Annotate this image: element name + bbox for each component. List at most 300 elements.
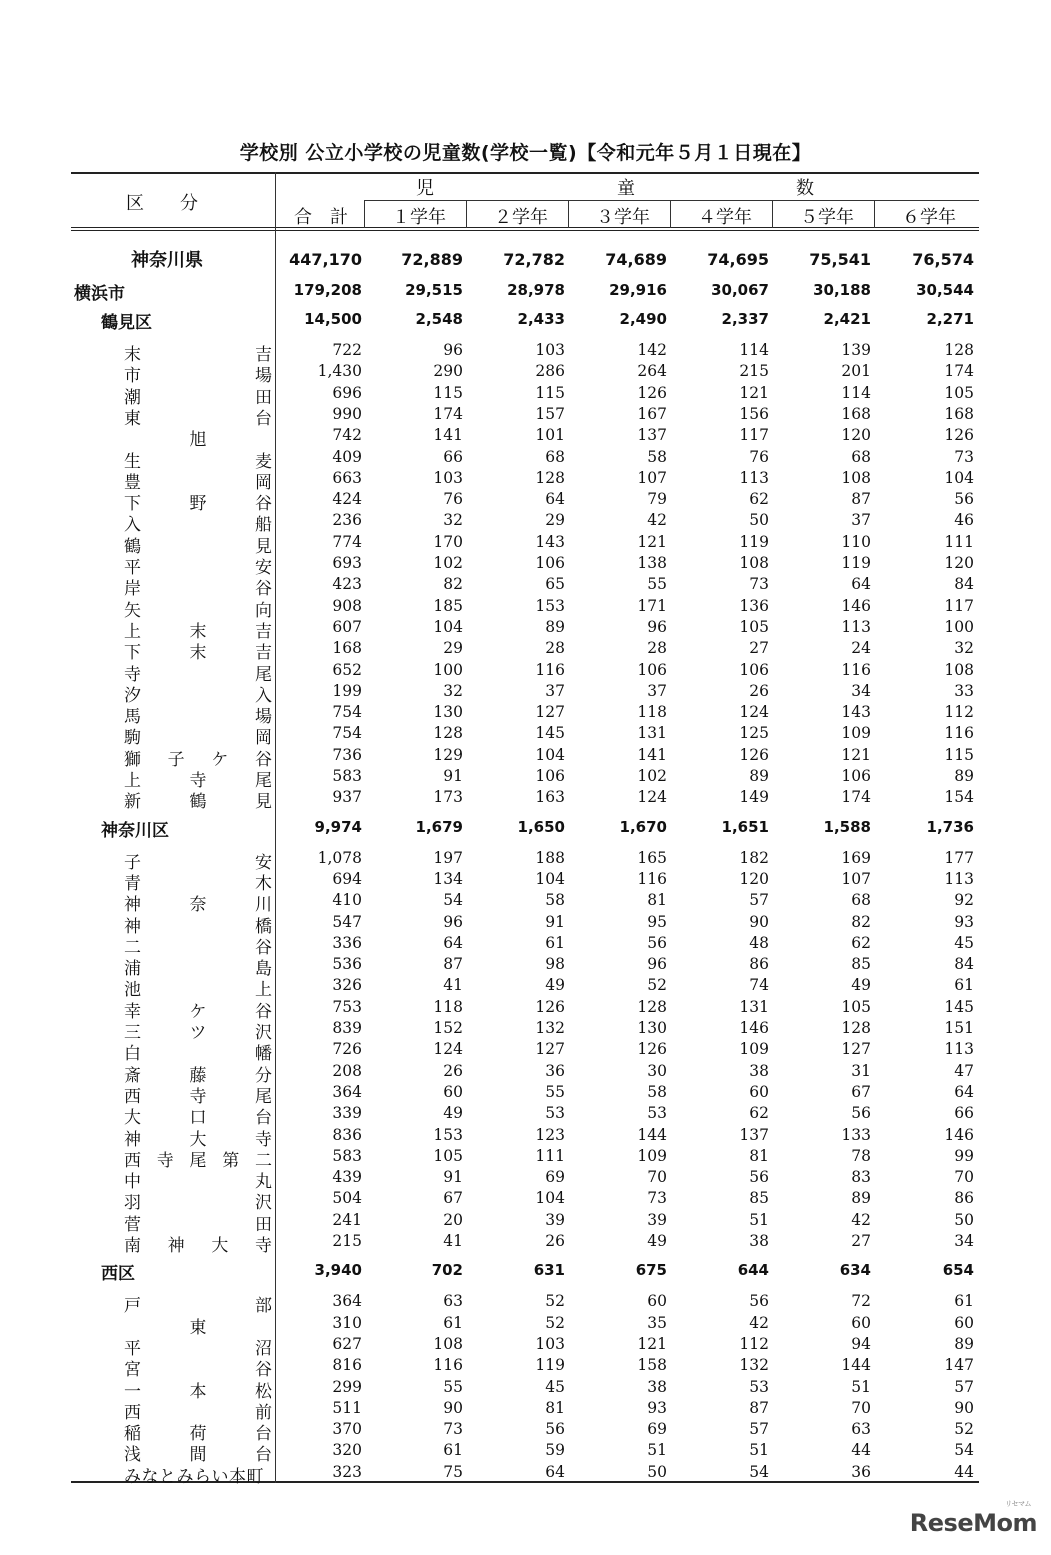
cell-grade-5: 108 — [841, 468, 871, 487]
cell-grade-5: 89 — [851, 1189, 871, 1208]
cell-grade-6: 92 — [954, 891, 974, 910]
school-name: 菅 田 — [124, 1214, 272, 1235]
cell-grade-5: 31 — [851, 1061, 871, 1080]
header-bottom-rule-2 — [71, 230, 979, 231]
cell-grade-4: 62 — [749, 1104, 769, 1123]
cell-grade-3: 38 — [647, 1377, 667, 1396]
cell-total: 627 — [332, 1334, 362, 1353]
school-name: 旭 — [189, 430, 207, 451]
cell-grade-3: 121 — [637, 1334, 667, 1353]
cell-grade-2: 69 — [545, 1168, 565, 1187]
table-row — [71, 1419, 979, 1445]
cell-grade-4: 108 — [739, 554, 769, 572]
cell-total: 364 — [332, 1082, 362, 1101]
cell-grade-4: 51 — [749, 1441, 769, 1460]
table-row — [71, 1210, 979, 1235]
school-name: 白 幡 — [124, 1044, 272, 1065]
cell-grade-6: 64 — [954, 1082, 974, 1101]
cell-grade-2: 68 — [545, 447, 565, 466]
cell-total: 208 — [332, 1061, 362, 1080]
cell-grade-2: 53 — [545, 1104, 565, 1123]
cell-grade-3: 96 — [647, 955, 667, 974]
cell-grade-2: 1,650 — [517, 817, 565, 836]
school-name: 戸 部 — [124, 1296, 272, 1317]
table-row — [71, 596, 979, 621]
table-row — [71, 1018, 979, 1043]
cell-grade-1: 41 — [443, 1232, 463, 1250]
table-row — [71, 848, 979, 873]
cell-total: 3,940 — [314, 1261, 362, 1280]
cell-grade-2: 106 — [535, 554, 565, 572]
cell-grade-1: 2,548 — [415, 310, 463, 328]
cell-total: 364 — [332, 1292, 362, 1311]
cell-grade-1: 82 — [443, 575, 463, 594]
cell-grade-6: 47 — [954, 1061, 974, 1080]
cell-grade-5: 139 — [841, 341, 871, 359]
cell-grade-3: 95 — [647, 912, 667, 931]
cell-grade-1: 49 — [443, 1104, 463, 1123]
table-row — [71, 447, 979, 472]
pref-total-row — [71, 244, 979, 276]
cell-grade-6: 168 — [944, 404, 974, 423]
cell-total: 753 — [332, 997, 362, 1016]
school-name: 幸 ケ 谷 — [124, 1001, 272, 1022]
cell-grade-1: 104 — [433, 617, 463, 636]
cell-grade-3: 30 — [647, 1061, 667, 1080]
cell-grade-3: 93 — [647, 1398, 667, 1417]
cell-grade-3: 109 — [637, 1146, 667, 1165]
table-row — [71, 425, 979, 451]
cell-grade-1: 91 — [443, 1168, 463, 1187]
school-name: 神 橋 — [124, 916, 272, 937]
school-name: 上 寺 尾 — [124, 771, 272, 791]
cell-grade-6: 2,271 — [926, 310, 974, 328]
cell-total: 937 — [332, 788, 362, 807]
cell-grade-3: 675 — [635, 1261, 667, 1280]
cell-grade-5: 51 — [851, 1377, 871, 1396]
cell-grade-4: 120 — [739, 869, 769, 888]
cell-total: 323 — [332, 1462, 362, 1481]
cell-grade-4: 81 — [749, 1146, 769, 1165]
cell-grade-5: 116 — [841, 660, 871, 679]
cell-grade-1: 66 — [443, 447, 463, 466]
cell-grade-2: 72,782 — [503, 250, 565, 269]
school-name: 入 船 — [124, 515, 272, 536]
table-row — [71, 1082, 979, 1107]
cell-grade-5: 24 — [851, 639, 871, 658]
cell-grade-1: 54 — [443, 891, 463, 910]
cell-grade-2: 64 — [545, 1462, 565, 1481]
cell-grade-6: 57 — [954, 1377, 974, 1396]
cell-grade-6: 61 — [954, 976, 974, 995]
cell-grade-4: 132 — [739, 1356, 769, 1375]
cell-grade-5: 119 — [841, 554, 871, 572]
school-name: 末 吉 — [124, 345, 272, 365]
column-header: ４学年 — [698, 207, 752, 228]
cell-grade-2: 39 — [545, 1210, 565, 1229]
table-row — [71, 933, 979, 958]
cell-total: 299 — [332, 1377, 362, 1396]
cell-grade-3: 141 — [637, 745, 667, 764]
cell-grade-6: 128 — [944, 341, 974, 359]
cell-grade-6: 116 — [944, 724, 974, 743]
cell-grade-1: 87 — [443, 955, 463, 974]
table-row — [71, 489, 979, 515]
cell-grade-6: 174 — [944, 362, 974, 381]
table-row — [71, 1377, 979, 1402]
cell-grade-1: 61 — [443, 1441, 463, 1460]
cell-grade-6: 117 — [944, 596, 974, 615]
cell-total: 736 — [332, 745, 362, 764]
cell-grade-1: 32 — [443, 681, 463, 700]
cell-grade-2: 115 — [535, 383, 565, 402]
school-name: 西 前 — [124, 1402, 272, 1423]
cell-grade-1: 102 — [433, 554, 463, 572]
table-row — [71, 1167, 979, 1193]
cell-grade-5: 83 — [851, 1168, 871, 1187]
cell-grade-5: 107 — [841, 869, 871, 888]
cell-grade-1: 67 — [443, 1189, 463, 1208]
cell-grade-3: 49 — [647, 1232, 667, 1250]
cell-grade-6: 100 — [944, 617, 974, 636]
cell-grade-6: 60 — [954, 1313, 974, 1332]
resemom-watermark — [909, 1500, 1037, 1537]
cell-grade-6: 44 — [954, 1462, 974, 1481]
cell-grade-5: 78 — [851, 1146, 871, 1165]
cell-total: 215 — [332, 1232, 362, 1250]
cell-grade-6: 76,574 — [912, 250, 974, 269]
cell-total: 179,208 — [293, 281, 362, 299]
cell-grade-1: 75 — [443, 1462, 463, 1481]
cell-total: 839 — [332, 1019, 362, 1037]
cell-grade-4: 149 — [739, 788, 769, 807]
cell-grade-1: 100 — [433, 660, 463, 679]
cell-grade-6: 115 — [944, 745, 974, 764]
school-name: 東 台 — [124, 408, 272, 429]
cell-grade-6: 32 — [954, 639, 974, 658]
cell-grade-6: 70 — [954, 1168, 974, 1187]
cell-grade-1: 90 — [443, 1398, 463, 1417]
table-row — [71, 404, 979, 429]
cell-grade-4: 27 — [749, 639, 769, 658]
cell-grade-6: 105 — [944, 383, 974, 402]
school-name: 斎 藤 分 — [124, 1065, 272, 1086]
cell-grade-5: 87 — [851, 490, 871, 509]
cell-grade-1: 124 — [433, 1040, 463, 1059]
cell-grade-3: 142 — [637, 341, 667, 359]
school-name: 下 野 谷 — [124, 494, 272, 515]
cell-total: 696 — [332, 383, 362, 402]
table-row — [71, 787, 979, 813]
cell-grade-4: 215 — [739, 362, 769, 381]
cell-grade-4: 90 — [749, 912, 769, 931]
cell-total: 583 — [332, 767, 362, 785]
cell-grade-2: 123 — [535, 1125, 565, 1144]
cell-total: 409 — [332, 447, 362, 466]
cell-grade-3: 35 — [647, 1313, 667, 1332]
cell-grade-2: 127 — [535, 703, 565, 722]
cell-grade-2: 89 — [545, 617, 565, 636]
cell-grade-2: 286 — [535, 362, 565, 381]
cell-grade-2: 55 — [545, 1082, 565, 1101]
cell-grade-6: 34 — [954, 1232, 974, 1250]
cell-grade-3: 39 — [647, 1210, 667, 1229]
cell-grade-5: 62 — [851, 933, 871, 952]
cell-grade-4: 182 — [739, 848, 769, 867]
cell-total: 1,078 — [317, 848, 362, 867]
cell-grade-1: 173 — [433, 788, 463, 807]
subheader-rule — [364, 200, 979, 201]
table-row — [71, 912, 979, 937]
cell-grade-5: 2,421 — [823, 310, 871, 328]
ward-total-row — [71, 1256, 979, 1285]
cell-grade-5: 44 — [851, 1441, 871, 1460]
cell-grade-4: 53 — [749, 1377, 769, 1396]
school-name: 一 本 松 — [124, 1381, 272, 1402]
cell-grade-2: 101 — [535, 426, 565, 445]
cell-total: 693 — [332, 554, 362, 572]
cell-grade-2: 127 — [535, 1040, 565, 1059]
cell-grade-5: 75,541 — [809, 250, 871, 269]
table-row — [71, 340, 979, 365]
cell-grade-5: 68 — [851, 891, 871, 910]
cell-grade-5: 106 — [841, 767, 871, 785]
cell-total: 168 — [332, 639, 362, 658]
cell-grade-2: 103 — [535, 1334, 565, 1353]
cell-grade-2: 119 — [535, 1356, 565, 1375]
column-divider — [364, 201, 365, 228]
table-row — [71, 1398, 979, 1423]
cell-grade-3: 102 — [637, 767, 667, 785]
cell-grade-1: 91 — [443, 767, 463, 785]
cell-grade-5: 27 — [851, 1232, 871, 1250]
pref-name: 神奈川県 — [131, 250, 203, 271]
cell-grade-5: 144 — [841, 1356, 871, 1375]
cell-grade-3: 116 — [637, 869, 667, 888]
cell-grade-6: 93 — [954, 912, 974, 931]
cell-grade-1: 103 — [433, 468, 463, 487]
table-row — [71, 681, 979, 706]
cell-grade-4: 30,067 — [711, 281, 769, 299]
cell-total: 447,170 — [289, 250, 362, 269]
cell-grade-2: 59 — [545, 1441, 565, 1460]
cell-grade-2: 98 — [545, 955, 565, 974]
cell-grade-5: 174 — [841, 788, 871, 807]
cell-grade-3: 138 — [637, 554, 667, 572]
cell-grade-3: 73 — [647, 1189, 667, 1208]
school-name: 浅 間 台 — [124, 1445, 272, 1466]
table-row — [71, 1355, 979, 1381]
cell-grade-4: 60 — [749, 1082, 769, 1101]
cell-grade-3: 106 — [637, 660, 667, 679]
cell-grade-4: 124 — [739, 703, 769, 722]
cell-grade-3: 74,689 — [605, 250, 667, 269]
cell-total: 536 — [332, 955, 362, 974]
cell-grade-1: 64 — [443, 933, 463, 952]
school-name: 生 麦 — [124, 451, 272, 472]
cell-total: 9,974 — [314, 817, 362, 836]
cell-grade-4: 113 — [739, 468, 769, 487]
cell-grade-2: 188 — [535, 848, 565, 867]
cell-grade-3: 264 — [637, 362, 667, 381]
cell-grade-6: 56 — [954, 490, 974, 509]
cell-total: 423 — [332, 575, 362, 594]
cell-grade-4: 85 — [749, 1189, 769, 1208]
cell-grade-3: 56 — [647, 933, 667, 952]
cell-grade-3: 79 — [647, 490, 667, 509]
cell-grade-3: 126 — [637, 383, 667, 402]
cell-total: 816 — [332, 1356, 362, 1375]
cell-grade-6: 61 — [954, 1292, 974, 1311]
cell-grade-5: 121 — [841, 745, 871, 764]
cell-grade-6: 89 — [954, 767, 974, 785]
ward-total-row — [71, 813, 979, 842]
cell-grade-2: 2,433 — [517, 310, 565, 328]
cell-grade-1: 185 — [433, 596, 463, 615]
cell-grade-6: 52 — [954, 1420, 974, 1439]
cell-grade-2: 157 — [535, 404, 565, 423]
cell-grade-1: 20 — [443, 1210, 463, 1229]
cell-grade-6: 104 — [944, 468, 974, 487]
table-row — [71, 617, 979, 642]
page-title: 学校別 公立小学校の児童数(学校一覧)【令和元年５月１日現在】 — [239, 142, 812, 164]
cell-grade-3: 128 — [637, 997, 667, 1016]
cell-grade-5: 1,588 — [823, 817, 871, 836]
cell-grade-4: 48 — [749, 933, 769, 952]
ward-name: 神奈川区 — [101, 820, 169, 841]
cell-total: 370 — [332, 1420, 362, 1439]
cell-grade-2: 61 — [545, 933, 565, 952]
cell-total: 754 — [332, 703, 362, 722]
watermark-text: ReseMom — [909, 1509, 1037, 1537]
table-row — [71, 1334, 979, 1359]
cell-grade-4: 62 — [749, 490, 769, 509]
cell-grade-4: 73 — [749, 575, 769, 594]
cell-grade-1: 130 — [433, 703, 463, 722]
cell-grade-6: 30,544 — [916, 281, 974, 299]
cell-grade-3: 167 — [637, 404, 667, 423]
cell-grade-1: 55 — [443, 1377, 463, 1396]
cell-grade-5: 113 — [841, 617, 871, 636]
cell-total: 504 — [332, 1189, 362, 1208]
cell-grade-1: 153 — [433, 1125, 463, 1144]
cell-grade-2: 132 — [535, 1019, 565, 1037]
cell-grade-3: 171 — [637, 596, 667, 615]
cell-total: 320 — [332, 1441, 362, 1460]
school-name: 馬 場 — [124, 707, 272, 728]
cell-total: 908 — [332, 596, 362, 615]
cell-grade-6: 126 — [944, 426, 974, 445]
column-header: ６学年 — [902, 207, 956, 228]
table-row — [71, 1231, 979, 1256]
cell-total: 14,500 — [304, 310, 362, 328]
cell-grade-1: 134 — [433, 869, 463, 888]
cell-total: 236 — [332, 511, 362, 530]
cell-grade-6: 66 — [954, 1104, 974, 1123]
cell-total: 774 — [332, 532, 362, 551]
cell-grade-3: 81 — [647, 891, 667, 910]
table-row — [71, 1188, 979, 1214]
cell-grade-2: 36 — [545, 1061, 565, 1080]
cell-grade-1: 32 — [443, 511, 463, 530]
cell-grade-2: 145 — [535, 724, 565, 743]
cell-grade-5: 70 — [851, 1398, 871, 1417]
cell-total: 310 — [332, 1313, 362, 1332]
cell-grade-4: 137 — [739, 1125, 769, 1144]
cell-grade-1: 96 — [443, 341, 463, 359]
cell-total: 339 — [332, 1104, 362, 1123]
cell-grade-2: 111 — [535, 1146, 565, 1165]
cell-grade-1: 61 — [443, 1313, 463, 1332]
school-name: 西 寺 尾 第 二 — [124, 1150, 272, 1171]
cell-grade-2: 49 — [545, 976, 565, 995]
cell-grade-4: 76 — [749, 447, 769, 466]
cell-grade-4: 126 — [739, 745, 769, 764]
cell-grade-2: 91 — [545, 912, 565, 931]
school-name: 宮 谷 — [124, 1360, 272, 1381]
table-row — [71, 574, 979, 600]
cell-grade-3: 165 — [637, 848, 667, 867]
cell-grade-2: 104 — [535, 745, 565, 764]
cell-grade-5: 127 — [841, 1040, 871, 1059]
cell-grade-1: 197 — [433, 848, 463, 867]
cell-grade-4: 51 — [749, 1210, 769, 1229]
cell-grade-6: 1,736 — [926, 817, 974, 836]
cell-grade-5: 143 — [841, 703, 871, 722]
cell-grade-2: 52 — [545, 1292, 565, 1311]
column-header: １学年 — [392, 207, 446, 228]
table-row — [71, 553, 979, 578]
cell-grade-1: 29,515 — [405, 281, 463, 299]
cell-grade-4: 57 — [749, 1420, 769, 1439]
cell-total: 241 — [332, 1210, 362, 1229]
school-name: 二 谷 — [124, 937, 272, 958]
cell-grade-5: 94 — [851, 1334, 871, 1353]
cell-grade-4: 105 — [739, 617, 769, 636]
cell-grade-5: 146 — [841, 596, 871, 615]
school-name: 新 鶴 見 — [124, 792, 272, 813]
school-name: 東 — [189, 1317, 207, 1338]
cell-grade-3: 37 — [647, 681, 667, 700]
cell-grade-4: 74,695 — [707, 250, 769, 269]
cell-grade-4: 109 — [739, 1040, 769, 1059]
cell-grade-4: 56 — [749, 1168, 769, 1187]
school-name: 汐 入 — [124, 685, 272, 706]
cell-grade-6: 108 — [944, 660, 974, 679]
cell-total: 439 — [332, 1168, 362, 1187]
ward-name: 鶴見区 — [101, 313, 152, 333]
column-header: 合 計 — [294, 207, 348, 228]
cell-grade-1: 290 — [433, 362, 463, 381]
cell-grade-4: 74 — [749, 976, 769, 995]
cell-grade-5: 105 — [841, 997, 871, 1016]
cell-grade-1: 96 — [443, 912, 463, 931]
cell-total: 547 — [332, 912, 362, 931]
cell-grade-6: 120 — [944, 554, 974, 572]
cell-grade-6: 113 — [944, 869, 974, 888]
cell-grade-4: 56 — [749, 1292, 769, 1311]
cell-grade-3: 60 — [647, 1292, 667, 1311]
cell-total: 836 — [332, 1125, 362, 1144]
cell-grade-2: 28 — [545, 639, 565, 658]
school-name: 羽 沢 — [124, 1193, 272, 1214]
cell-grade-2: 65 — [545, 575, 565, 594]
table-row — [71, 1146, 979, 1171]
cell-grade-3: 96 — [647, 617, 667, 636]
header-jidou-char: 数 — [796, 178, 814, 199]
cell-total: 424 — [332, 490, 362, 509]
cell-grade-5: 60 — [851, 1313, 871, 1332]
